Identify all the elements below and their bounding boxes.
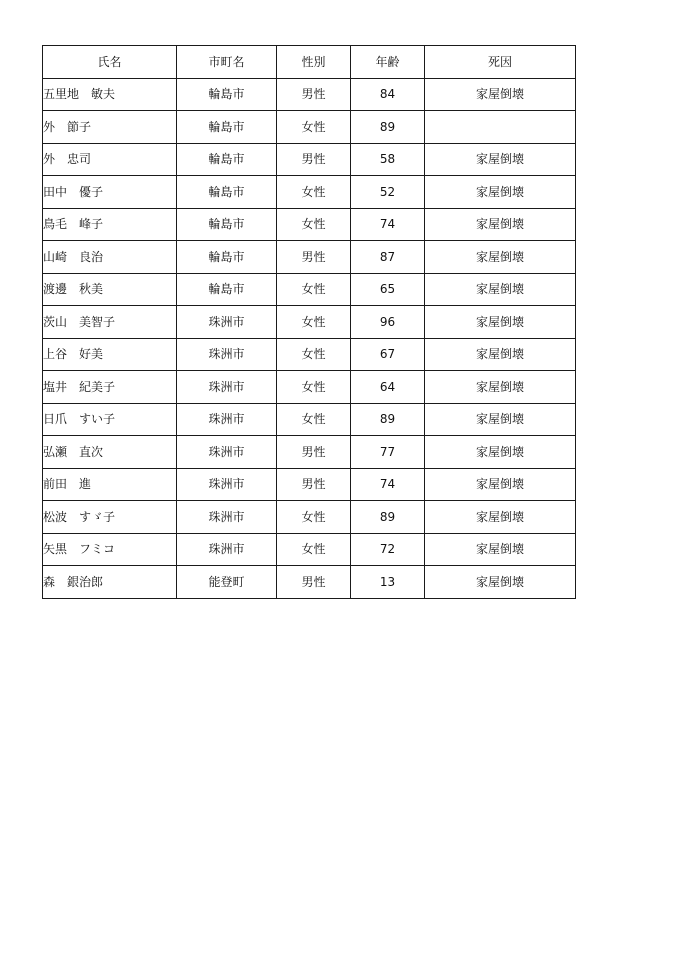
- cell-name: 外 節子: [43, 111, 177, 144]
- table-row: [43, 306, 576, 339]
- cell-age: 67: [351, 338, 425, 371]
- cell-age: 74: [351, 468, 425, 501]
- victims-table: [42, 45, 576, 599]
- cell-name: 松波 すゞ子: [43, 501, 177, 534]
- cell-sex: 女性: [277, 273, 351, 306]
- cell-cause: 家屋倒壊: [425, 468, 576, 501]
- header-sex: 性別: [277, 46, 351, 79]
- cell-cause: 家屋倒壊: [425, 143, 576, 176]
- cell-name: 塩井 紀美子: [43, 371, 177, 404]
- table-row: [43, 208, 576, 241]
- table-row: [43, 468, 576, 501]
- table-row: [43, 78, 576, 111]
- cell-city: 珠洲市: [177, 371, 277, 404]
- table-body: [43, 78, 576, 598]
- cell-sex: 女性: [277, 338, 351, 371]
- table-header-row: [43, 46, 576, 79]
- header-cause: 死因: [425, 46, 576, 79]
- cell-age: 96: [351, 306, 425, 339]
- cell-age: 74: [351, 208, 425, 241]
- cell-city: 珠洲市: [177, 436, 277, 469]
- cell-sex: 女性: [277, 306, 351, 339]
- cell-sex: 男性: [277, 566, 351, 599]
- cell-city: 能登町: [177, 566, 277, 599]
- cell-age: 52: [351, 176, 425, 209]
- table-row: [43, 436, 576, 469]
- cell-sex: 女性: [277, 111, 351, 144]
- cell-age: 64: [351, 371, 425, 404]
- table-row: [43, 338, 576, 371]
- cell-name: 鳥毛 峰子: [43, 208, 177, 241]
- cell-city: 輪島市: [177, 176, 277, 209]
- cell-sex: 女性: [277, 176, 351, 209]
- cell-city: 珠洲市: [177, 338, 277, 371]
- cell-name: 田中 優子: [43, 176, 177, 209]
- cell-age: 77: [351, 436, 425, 469]
- cell-sex: 男性: [277, 241, 351, 274]
- cell-cause: 家屋倒壊: [425, 176, 576, 209]
- cell-cause: 家屋倒壊: [425, 338, 576, 371]
- cell-sex: 女性: [277, 371, 351, 404]
- cell-age: 65: [351, 273, 425, 306]
- cell-sex: 男性: [277, 78, 351, 111]
- table-row: [43, 533, 576, 566]
- cell-name: 山崎 良治: [43, 241, 177, 274]
- header-city: 市町名: [177, 46, 277, 79]
- cell-age: 84: [351, 78, 425, 111]
- cell-cause: 家屋倒壊: [425, 566, 576, 599]
- cell-name: 上谷 好美: [43, 338, 177, 371]
- cell-name: 渡邊 秋美: [43, 273, 177, 306]
- cell-cause: 家屋倒壊: [425, 436, 576, 469]
- cell-age: 72: [351, 533, 425, 566]
- cell-sex: 男性: [277, 143, 351, 176]
- cell-city: 輪島市: [177, 78, 277, 111]
- cell-city: 輪島市: [177, 111, 277, 144]
- cell-name: 弘瀬 直次: [43, 436, 177, 469]
- table-row: [43, 273, 576, 306]
- table-row: [43, 111, 576, 144]
- cell-city: 珠洲市: [177, 533, 277, 566]
- cell-city: 輪島市: [177, 143, 277, 176]
- cell-city: 珠洲市: [177, 468, 277, 501]
- table-row: [43, 143, 576, 176]
- table-row: [43, 241, 576, 274]
- cell-sex: 女性: [277, 403, 351, 436]
- table-row: [43, 501, 576, 534]
- table-row: [43, 176, 576, 209]
- cell-age: 89: [351, 403, 425, 436]
- cell-age: 89: [351, 501, 425, 534]
- cell-cause: 家屋倒壊: [425, 501, 576, 534]
- header-age: 年齢: [351, 46, 425, 79]
- cell-cause: 家屋倒壊: [425, 241, 576, 274]
- cell-name: 五里地 敏夫: [43, 78, 177, 111]
- cell-name: 外 忠司: [43, 143, 177, 176]
- cell-cause: 家屋倒壊: [425, 208, 576, 241]
- cell-sex: 女性: [277, 501, 351, 534]
- cell-city: 輪島市: [177, 208, 277, 241]
- cell-city: 輪島市: [177, 273, 277, 306]
- table-row: [43, 403, 576, 436]
- cell-cause: 家屋倒壊: [425, 306, 576, 339]
- cell-city: 珠洲市: [177, 501, 277, 534]
- cell-sex: 男性: [277, 468, 351, 501]
- cell-age: 87: [351, 241, 425, 274]
- cell-sex: 女性: [277, 533, 351, 566]
- cell-cause: 家屋倒壊: [425, 273, 576, 306]
- header-name: 氏名: [43, 46, 177, 79]
- cell-city: 珠洲市: [177, 306, 277, 339]
- cell-name: 日爪 すい子: [43, 403, 177, 436]
- table-row: [43, 371, 576, 404]
- cell-cause: 家屋倒壊: [425, 371, 576, 404]
- cell-sex: 男性: [277, 436, 351, 469]
- cell-name: 茨山 美智子: [43, 306, 177, 339]
- cell-name: 矢黒 フミコ: [43, 533, 177, 566]
- cell-cause: [425, 111, 576, 144]
- cell-age: 58: [351, 143, 425, 176]
- cell-cause: 家屋倒壊: [425, 533, 576, 566]
- cell-age: 13: [351, 566, 425, 599]
- cell-cause: 家屋倒壊: [425, 403, 576, 436]
- cell-city: 輪島市: [177, 241, 277, 274]
- cell-name: 森 銀治郎: [43, 566, 177, 599]
- cell-cause: 家屋倒壊: [425, 78, 576, 111]
- table-row: [43, 566, 576, 599]
- cell-name: 前田 進: [43, 468, 177, 501]
- cell-sex: 女性: [277, 208, 351, 241]
- cell-age: 89: [351, 111, 425, 144]
- cell-city: 珠洲市: [177, 403, 277, 436]
